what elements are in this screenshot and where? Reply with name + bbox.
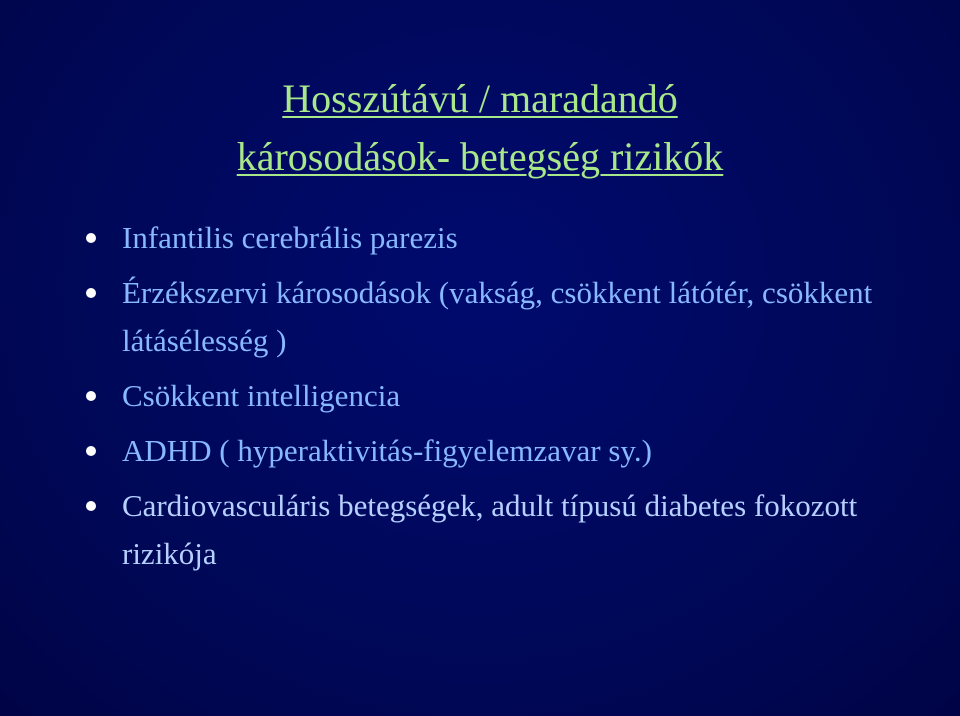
bullet-item-1 bbox=[86, 214, 946, 262]
bullet-dot-icon bbox=[86, 391, 96, 401]
bullet-item-5 bbox=[86, 482, 946, 578]
slide-title-line-2 bbox=[0, 128, 960, 186]
bullet-text-5: Cardiovasculáris betegségek, adult típusú diabetes fokozott rizikója bbox=[122, 488, 858, 571]
bullet-text-3: Csökkent intelligencia bbox=[122, 378, 401, 413]
bullet-dot-icon bbox=[86, 233, 96, 243]
bullet-text-2: Érzékszervi károsodások (vakság, csökkent látótér, csökkent látásélesség ) bbox=[122, 275, 873, 358]
bullet-dot-icon bbox=[86, 288, 96, 298]
slide-title-line-1 bbox=[0, 70, 960, 128]
bullet-list bbox=[86, 214, 946, 585]
bullet-dot-icon bbox=[86, 501, 96, 511]
bullet-text-4: ADHD ( hyperaktivitás-figyelemzavar sy.) bbox=[122, 433, 652, 468]
bullet-text-1: Infantilis cerebrális parezis bbox=[122, 220, 458, 255]
slide-title-text-1: Hosszútávú / maradandó bbox=[282, 76, 678, 121]
slide-title-text-2: károsodások- betegség rizikók bbox=[236, 134, 724, 179]
bullet-item-3 bbox=[86, 372, 946, 420]
slide-title bbox=[0, 70, 960, 186]
bullet-dot-icon bbox=[86, 446, 96, 456]
bullet-item-4 bbox=[86, 427, 946, 475]
bullet-item-2 bbox=[86, 269, 946, 365]
